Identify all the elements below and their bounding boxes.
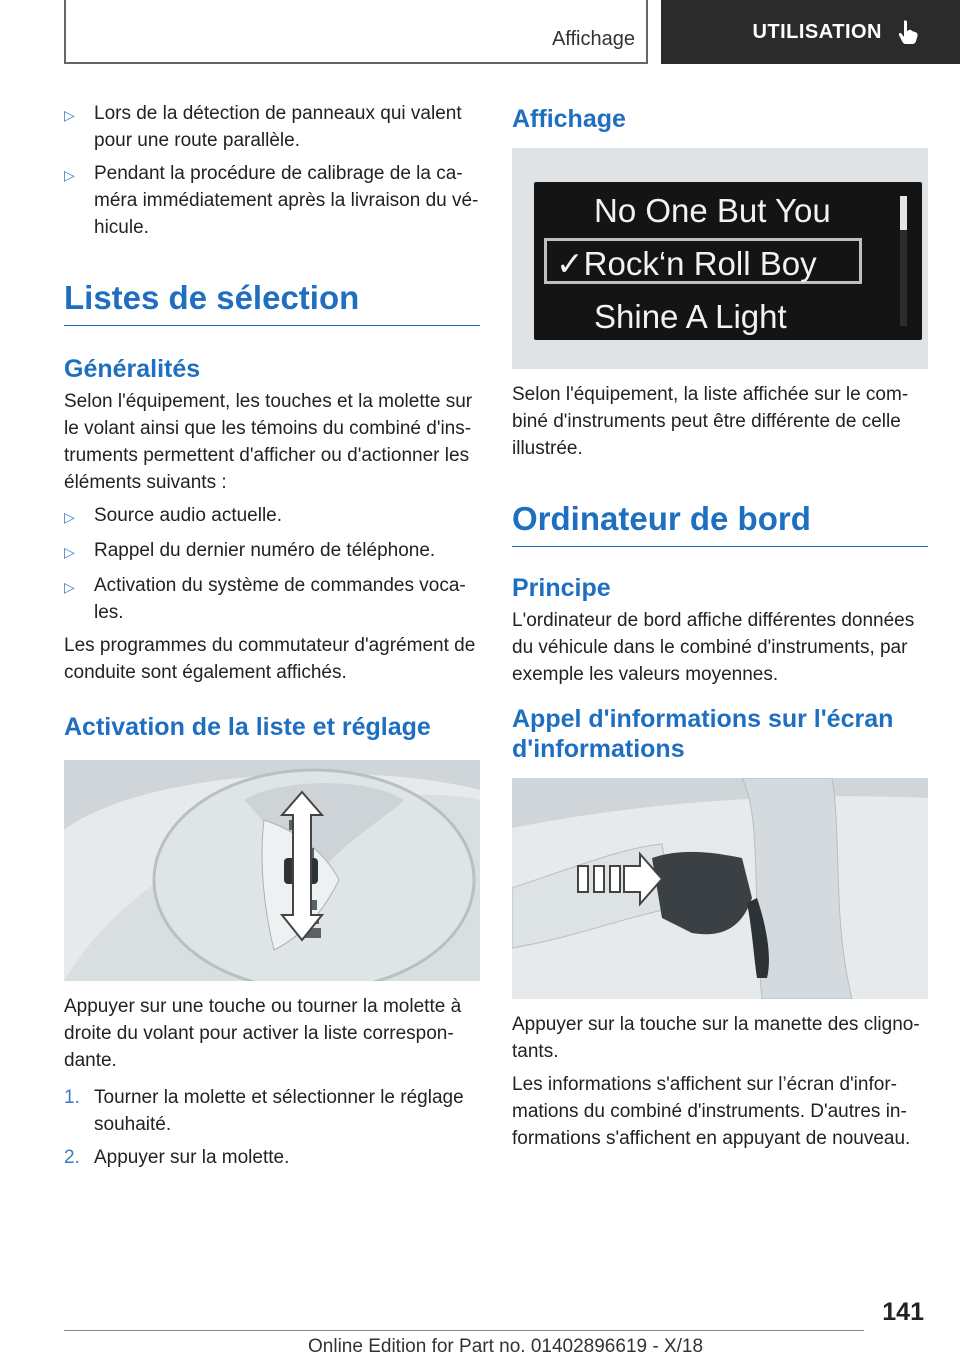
display-list-figure xyxy=(512,148,928,369)
header-chapter-title: UTILISATION xyxy=(752,20,882,43)
header-section-title: Affichage xyxy=(551,28,635,50)
list-item-text: Pendant la procédure de calibrage de la ca- méra immédiatement après la livraison du vé- hicule. xyxy=(94,163,479,238)
section-title-generalites: Généralités xyxy=(64,355,201,383)
step-number: 2. xyxy=(64,1147,80,1168)
steering-wheel-figure xyxy=(64,760,480,981)
list-item xyxy=(64,572,480,626)
step-number: 1. xyxy=(64,1087,80,1108)
step-item xyxy=(64,1084,480,1138)
section-title-affichage: Affichage xyxy=(512,105,626,133)
list-item-text: Activation du système de commandes voca- les. xyxy=(94,575,466,623)
list-item xyxy=(64,502,480,531)
pointing-hand-icon xyxy=(896,19,920,45)
step-text: Tourner la molette et sélectionner le réglage souhaité. xyxy=(94,1087,464,1135)
page-number: 141 xyxy=(882,1298,924,1326)
turn-signal-lever-illustration xyxy=(512,778,928,999)
step-item xyxy=(64,1144,480,1171)
triangle-bullet-icon: ▷ xyxy=(64,579,75,595)
paragraph: Selon l'équipement, la liste affichée sur le com- biné d'instruments peut être différente de celle illustrée. xyxy=(512,384,909,459)
display-list-item: No One But You xyxy=(594,192,831,229)
display-list-item: ✓Rock‘n Roll Boy xyxy=(556,245,817,282)
triangle-bullet-icon: ▷ xyxy=(64,167,75,183)
triangle-bullet-icon: ▷ xyxy=(64,509,75,525)
section-title-principe: Principe xyxy=(512,574,611,602)
chapter-title-listes: Listes de sélection xyxy=(64,279,480,326)
display-list-item: Shine A Light xyxy=(594,298,787,335)
header-chapter-tab xyxy=(661,0,960,64)
footer-divider xyxy=(64,1330,864,1331)
paragraph: Appuyer sur une touche ou tourner la molette à droite du volant pour activer la liste correspon- dante. xyxy=(64,996,462,1071)
step-text: Appuyer sur la molette. xyxy=(94,1147,290,1168)
list-item-text: Lors de la détection de panneaux qui valent pour une route parallèle. xyxy=(94,103,462,151)
display-scrollbar-thumb xyxy=(900,196,907,230)
chapter-title-ordinateur: Ordinateur de bord xyxy=(512,500,928,547)
paragraph: Selon l'équipement, les touches et la molette sur le volant ainsi que les témoins du combiné d'ins- truments permettent d'afficher ou d'actionner les éléments suivants : xyxy=(64,391,473,493)
footer-edition-text: Online Edition for Part no. 01402896619 - X/18 xyxy=(308,1336,704,1357)
paragraph: Les informations s'affichent sur l’écran d'infor- mations du combiné d'instruments. D'autres in- formations s'affichent en appuyant de nouveau. xyxy=(512,1074,911,1149)
section-title-appel: Appel d'informations sur l'écran d'informations xyxy=(512,705,894,763)
list-item xyxy=(64,100,480,154)
steering-wheel-illustration xyxy=(64,760,480,981)
paragraph: Les programmes du commutateur d'agrément de conduite sont également affichés. xyxy=(64,635,476,683)
triangle-bullet-icon: ▷ xyxy=(64,107,75,123)
section-title-activation: Activation de la liste et réglage xyxy=(64,713,431,741)
list-item-text: Rappel du dernier numéro de téléphone. xyxy=(94,540,436,561)
list-item xyxy=(64,160,480,241)
triangle-bullet-icon: ▷ xyxy=(64,544,75,560)
list-item-text: Source audio actuelle. xyxy=(94,505,283,526)
list-item xyxy=(64,537,480,566)
paragraph: Appuyer sur la touche sur la manette des cligno- tants. xyxy=(512,1014,920,1062)
paragraph: L'ordinateur de bord affiche différentes données du véhicule dans le combiné d'instruments, par exemple les valeurs moyennes. xyxy=(512,610,915,685)
left-column xyxy=(64,100,480,1177)
turn-signal-lever-figure xyxy=(512,778,928,999)
right-column xyxy=(512,100,928,1158)
